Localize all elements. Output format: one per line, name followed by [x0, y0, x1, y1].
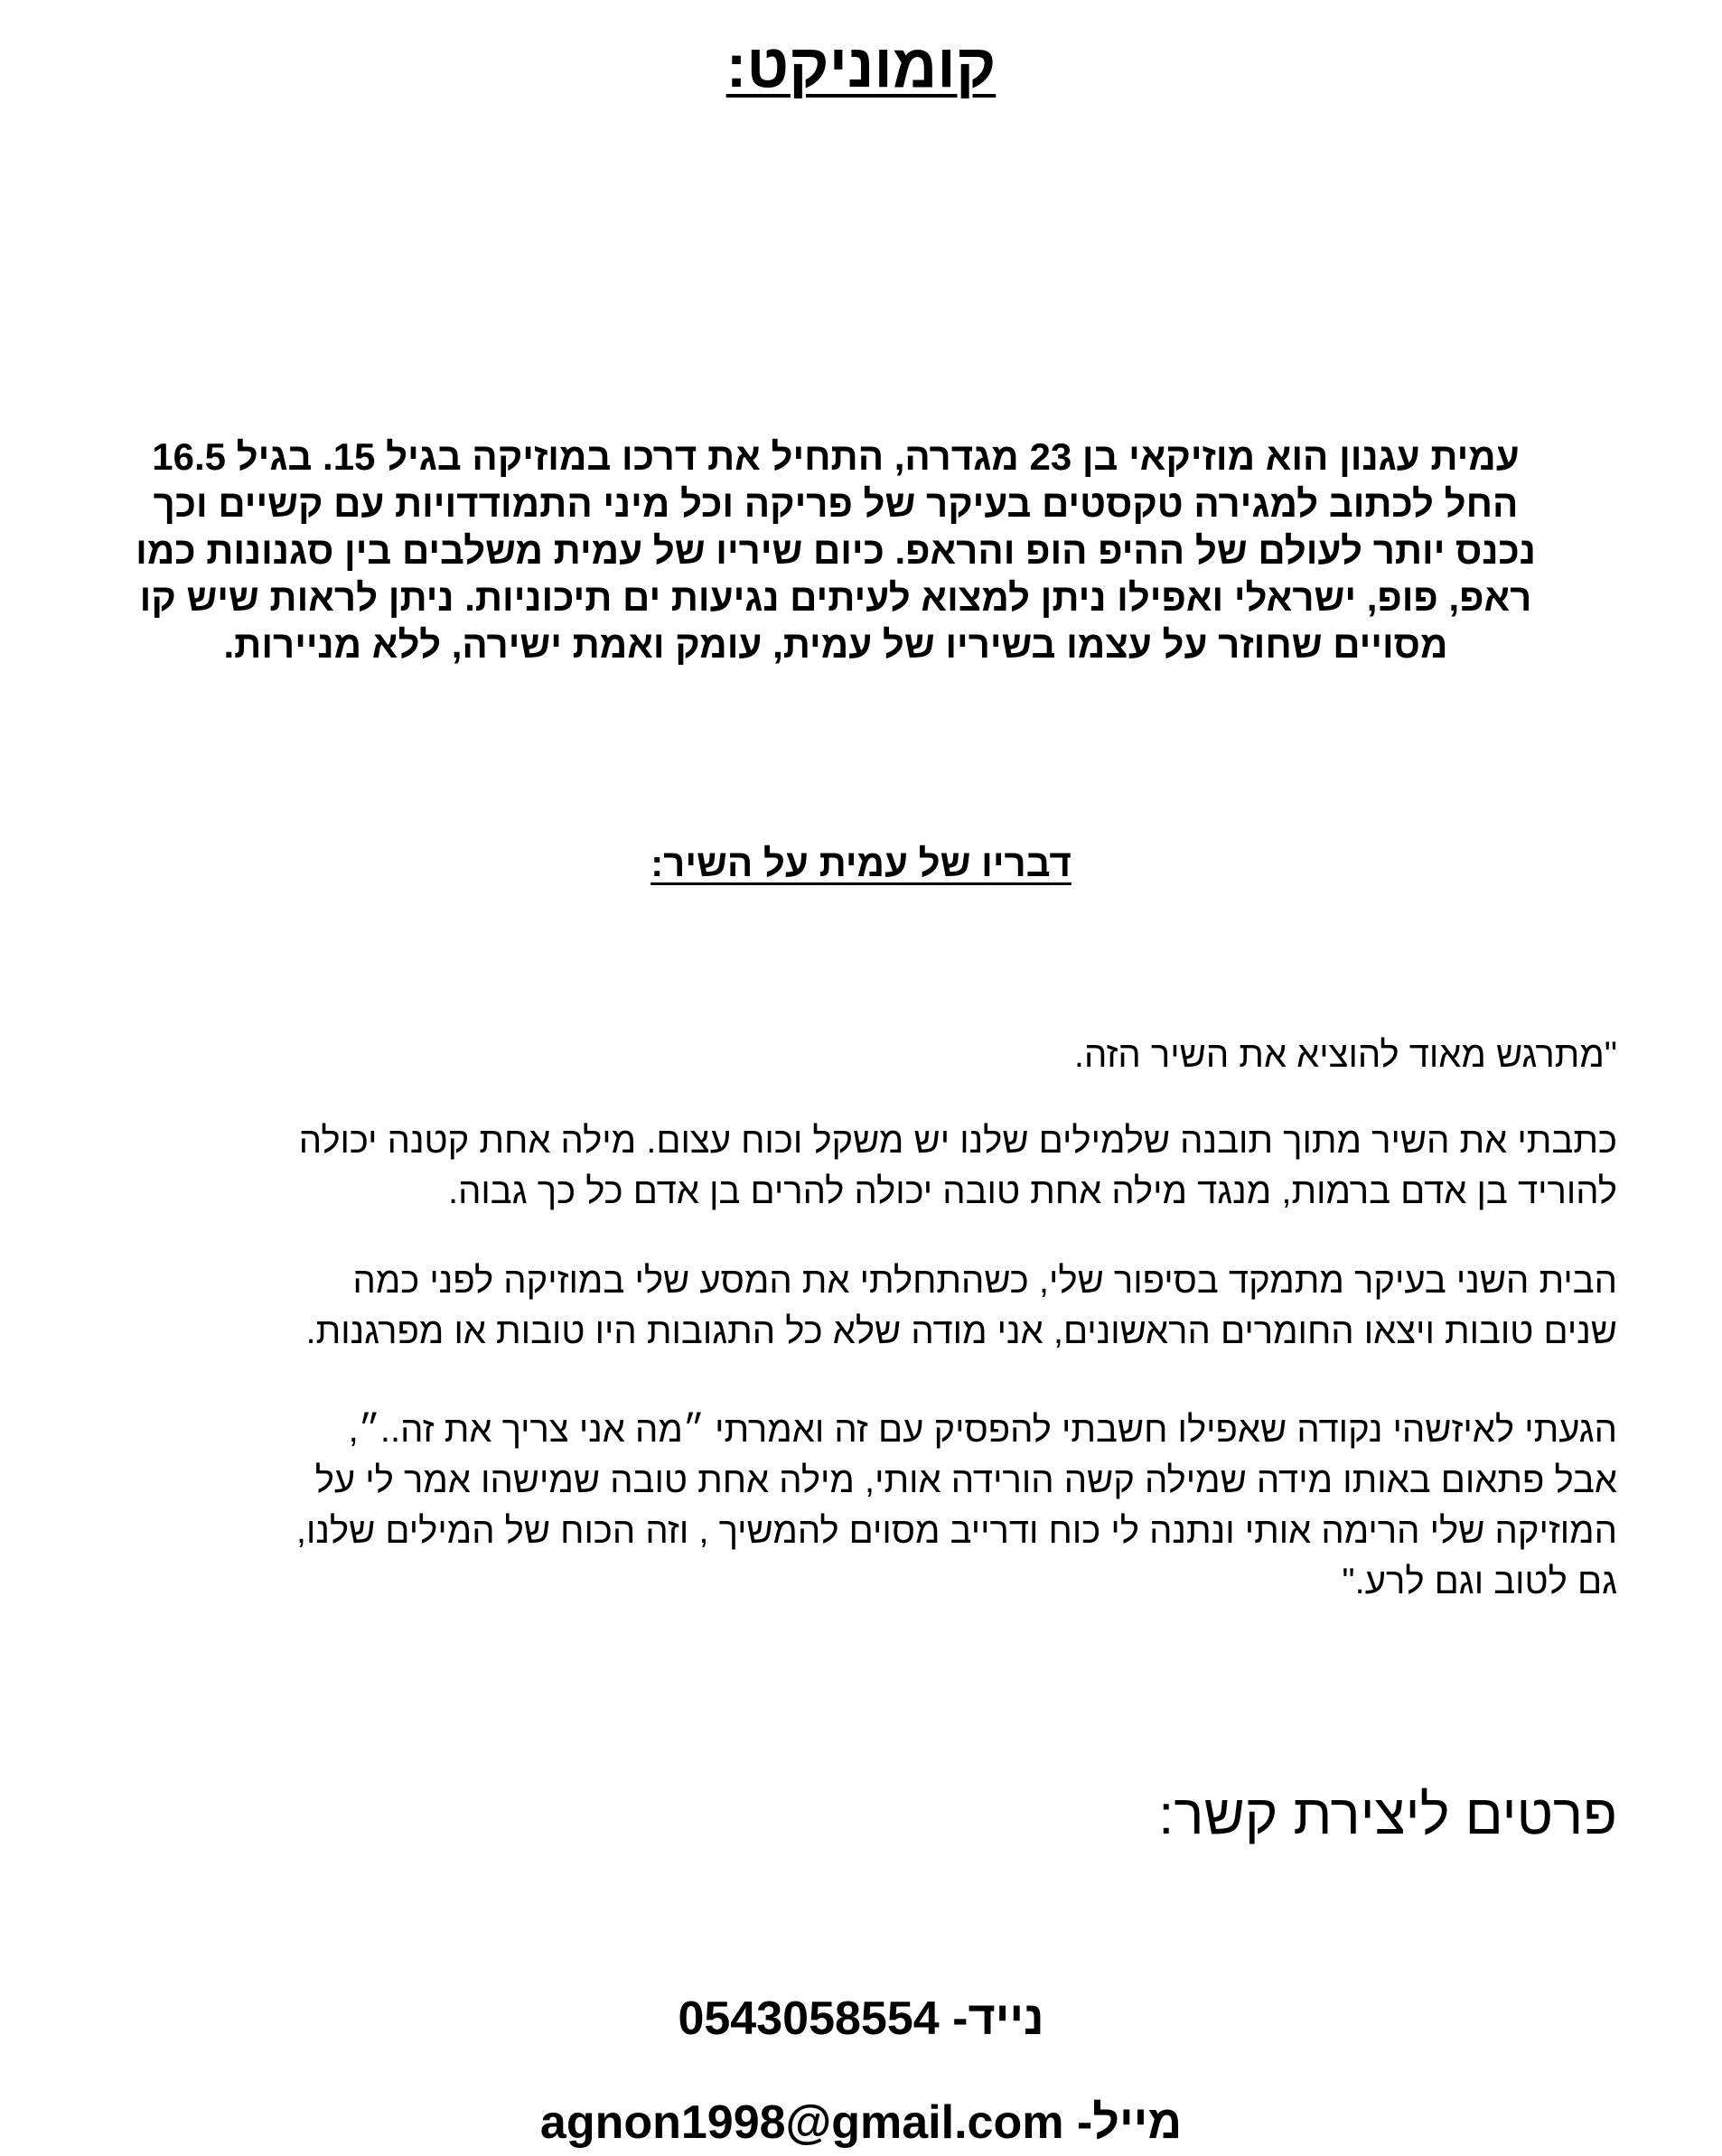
quote-paragraph-2 [63, 1115, 1617, 1217]
quote-line: גם לטוב וגם לרע." [1342, 1562, 1617, 1601]
bio-paragraph [63, 434, 1608, 668]
quote-line: כתבתי את השיר מתוך תובנה שלמילים שלנו יש משקל וכוח עצום. מילה אחת קטנה יכולה [298, 1121, 1617, 1161]
quote-line: להוריד בן אדם ברמות, מנגד מילה אחת טובה יכולה להרים בן אדם כל כך גבוה. [447, 1171, 1617, 1211]
quote-line: אבל פתאום באותו מידה שמילה קשה הורידה אותי, מילה אחת טובה שמישהו אמר לי על [314, 1461, 1617, 1500]
quote-paragraph-3 [63, 1255, 1617, 1357]
quote-line: שנים טובות ויצאו החומרים הראשונים, אני מודה שלא כל התגובות היו טובות או מפרגנות. [305, 1311, 1617, 1351]
bio-line: החל לכתוב למגירה טקסטים בעיקר של פריקה וכל מיני התמודדויות עם קשיים וכך [153, 482, 1519, 525]
contact-heading: פרטים ליצירת קשר: [1158, 1784, 1617, 1846]
email-address[interactable]: agnon1998@gmail.com [539, 2096, 1064, 2149]
bio-line: עמית עגנון הוא מוזיקאי בן 23 מגדרה, התחיל את דרכו במוזיקה בגיל 15. בגיל 16.5 [152, 435, 1520, 478]
bio-line: מסויים שחוזר על עצמו בשיריו של עמית, עומק ואמת ישירה, ללא מניירות. [223, 623, 1448, 666]
quote-paragraph-1 [63, 1030, 1617, 1080]
bio-line: נכנס יותר לעולם של ההיפ הופ והראפ. כיום שיריו של עמית משלבים בין סגנונות כמו [136, 529, 1536, 572]
email-line [0, 2091, 1722, 2154]
quote-line: הגעתי לאיזשהי נקודה שאפילו חשבתי להפסיק עם זה ואמרתי ״מה אני צריך את זה..״, [348, 1410, 1617, 1450]
quote-line: הבית השני בעיקר מתמקד בסיפור שלי, כשהתחלתי את המסע שלי במוזיקה לפני כמה [352, 1261, 1617, 1301]
section-subtitle: דבריו של עמית על השיר: [650, 842, 1072, 884]
bio-line: ראפ, פופ, ישראלי ואפילו ניתן למצוא לעיתים נגיעות ים תיכוניות. ניתן לראות שיש קו [139, 576, 1532, 619]
phone-line [0, 1987, 1722, 2050]
quote-paragraph-4 [63, 1405, 1617, 1607]
email-label: מייל- [1076, 2096, 1183, 2149]
quote-line: המוזיקה שלי הרימה אותי ונתנה לי כוח ודרייב מסוים להמשיך , וזה הכוח של המילים שלנו, [295, 1511, 1617, 1551]
phone-label: נייד- [952, 1993, 1044, 2045]
phone-number[interactable]: 0543058554 [678, 1993, 940, 2045]
quote-line: "מתרגש מאוד להוציא את השיר הזה. [1073, 1035, 1617, 1075]
page-title: קומוניקט: [725, 32, 997, 100]
